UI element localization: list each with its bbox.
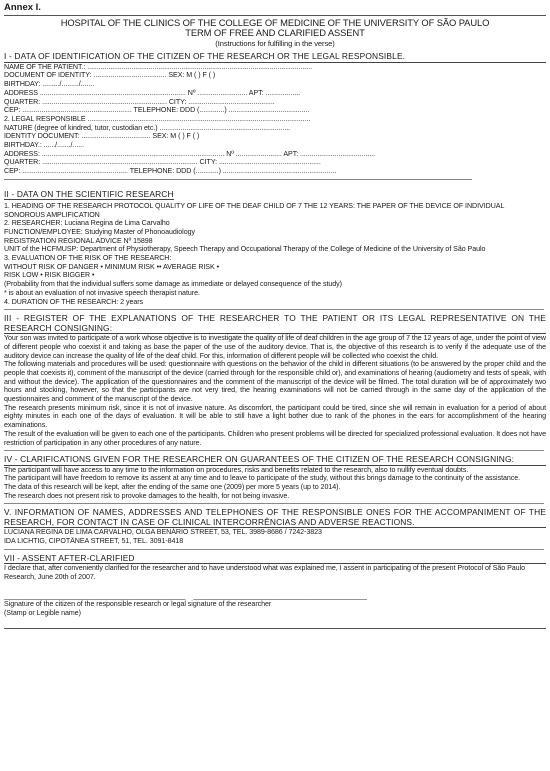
- guarantee-paragraph: The participant will have access to any time to the information on procedures, risks and benefits related to the research, also to nullify eventual doubts.: [4, 465, 469, 474]
- identity-document-field[interactable]: DOCUMENT OF IDENTITY: ...................................... SEX: M ( ) F ( ): [4, 71, 216, 80]
- header-institution: HOSPITAL OF THE CLINICS OF THE COLLEGE OF MEDICINE OF THE UNIVERSITY OF SÃO PAULO: [60, 17, 490, 28]
- responsible-document-field[interactable]: IDENTITY DOCUMENT: .................................... SEX: M ( ) F ( ): [4, 132, 200, 141]
- quarter-field[interactable]: QUARTER: ................................................................. CITY: .............................................: [4, 97, 275, 106]
- nature-field[interactable]: NATURE (degree of kindred, tutor, custodian etc.) ....................................................................: [4, 123, 291, 132]
- explanation-paragraph: The following materials and procedures will be used: questionnaire with questions on the behavior of the child in different situations (to be answered by the proper child and the people that coexists it), comment of the manuscript of the device (carried through for the responsible child or), and examinations of hearing (audiometry and tests of speak, with and without the device). The application of the questionnaires and the comment of the manuscript of the device will be filmed. The total duration will be of approximately two hours and stocking, however, so that the participants are not very tired, the hearing examinations will not be carried through in the same day of the application of the questionnaires and comment of the manuscript of the device.: [4, 360, 546, 404]
- explanation-paragraph: Your son was invited to participate of a work whose objective is to investigate the quality of life of deaf children in the age group of 7 the 12 years of age, under the point of view of different people who coexist it and taking as base the paper of the use of the auditory device. That is, the objective of this research is to verify if the adequate use of the auditory device can increase the quality of life of the deaf child. For this, information of different people will be collected who coexist the child.: [4, 334, 546, 360]
- contact-line: IDA LICHTIG, CIPOTÂNEA STREET, 51, TEL. 3091-8418: [4, 536, 184, 545]
- section-divider: [4, 309, 544, 310]
- researcher-line: 2. RESEARCHER: Luciana Regina de Lima Carvalho: [4, 219, 170, 228]
- form-header: [4, 18, 546, 48]
- guarantee-paragraph: The research does not present risk to provoke damages to the health, for not being invasive.: [4, 491, 290, 500]
- section-guarantees: [4, 455, 546, 504]
- risk-evaluation-line: 3. EVALUATION OF THE RISK OF THE RESEARCH:: [4, 254, 172, 263]
- section-contacts-title: V. INFORMATION OF NAMES, ADDRESSES AND TELEPHONES OF THE RESPONSIBLE ONES FOR THE ACCOMPANIMENT OF THE RESEARCH, FOR CONTACT IN CASE OF CLINICAL INTERCORRÊNCIAS AND ADVERSE REACTIONS.: [4, 507, 546, 527]
- function-line: FUNCTION/EMPLOYEE: Studying Master of Phonoaudiology: [4, 227, 195, 236]
- patient-name-field[interactable]: NAME OF THE PATIENT.: .....................................................................................................................: [4, 62, 312, 71]
- section-assent: [4, 554, 546, 582]
- research-heading: 1. HEADING OF THE RESEARCH PROTOCOL QUALITY OF LIFE OF THE DEAF CHILD OF 7 THE 12 YEARS: THE PAPER OF THE DEVICE OF INDIVIDUAL SONOROUS AMPLIFICATION: [4, 201, 505, 219]
- signature-caption: Signature of the citizen of the responsible research or legal signature of the researcher: [4, 600, 272, 609]
- birthday-field[interactable]: BIRTHDAY: ........./........./.......: [4, 80, 95, 89]
- top-divider: [4, 15, 546, 16]
- section-divider: [4, 503, 544, 504]
- explanation-paragraph: The result of the evaluation will be given to each one of the participants. Children who present problems will be directed for specialized professional evaluation. It does not have restriction of participation in any other procedures of any nature.: [4, 429, 546, 447]
- responsible-address-field[interactable]: ADDRESS: ............................................................................................... Nº ........................ APT: .......................................: [4, 149, 375, 158]
- evaluation-note: * is about an evaluation of not invasive speech therapist nature.: [4, 288, 200, 297]
- bottom-divider: [4, 628, 546, 629]
- section-explanations-title: III - REGISTER OF THE EXPLANATIONS OF THE RESEARCHER TO THE PATIENT OR ITS LEGAL REPRESENTATIVE ON THE RESEARCH CONSIGNING:: [4, 313, 546, 333]
- probability-note: (Probability from that the individual suffers some damage as immediate or delayed consequence of the study): [4, 280, 342, 289]
- section-identification: [4, 52, 546, 180]
- header-term-title: TERM OF FREE AND CLARIFIED ASSENT: [185, 27, 365, 39]
- section-identification-title: I - DATA OF IDENTIFICATION OF THE CITIZEN OF THE RESEARCH OR THE LEGAL RESPONSIBLE.: [4, 52, 546, 62]
- signature-line-citizen[interactable]: ______________________________________________: [4, 591, 186, 600]
- guarantee-paragraph: The participant will have freedom to remove its assent at any time and to leave to participate of the study, without this brings damage to the continuity of the assistance.: [4, 474, 521, 483]
- risk-options-line: WITHOUT RISK OF DANGER • MINIMUM RISK •• AVERAGE RISK •: [4, 262, 220, 271]
- guarantee-paragraph: The data of this research will be kept, after the ending of the same one (2009) per more 5 years (up to 2014).: [4, 483, 341, 492]
- address-field[interactable]: ADDRESS ............................................................................ Nº .......................... APT: ..................: [4, 88, 301, 97]
- assent-date: Research, June 20th of 2007.: [4, 572, 96, 581]
- section-assent-title: VII - ASSENT AFTER-CLARIFIED: [4, 554, 546, 564]
- section-contacts: [4, 508, 546, 549]
- section-divider: [4, 549, 544, 550]
- section-scientific-research-title: II - DATA ON THE SCIENTIFIC RESEARCH: [4, 188, 174, 199]
- identification-fields: [4, 63, 546, 176]
- section-divider: [4, 450, 544, 451]
- signature-note: (Stamp or Legible name): [4, 608, 81, 617]
- responsible-cep-field[interactable]: CEP: ....................................................... TELEPHONE: DDD (............) ...........................................................: [4, 167, 337, 176]
- section-scientific-research: [4, 184, 546, 310]
- responsible-birthday-field[interactable]: BIRTHDAY.: ....../......./......: [4, 141, 84, 150]
- signature-lines: [4, 592, 546, 601]
- unit-line: UNIT of the HCFMUSP: Department of Physiotherapy, Speech Therapy and Occupational Therapy of the College of Medicine of the University of São Paulo: [4, 245, 486, 254]
- annex-label: Annex I.: [4, 2, 41, 13]
- assent-declaration: I declare that, after conveniently clarified for the researcher and to have understood what was explained me, I assent in participating of the present Protocol of São Paulo: [4, 564, 525, 573]
- registration-line: REGISTRATION REGIONAL ADVICE Nº 15898: [4, 236, 153, 245]
- contact-line: LUCIANA REGINA DE LIMA CARVALHO, OLGA BENÁRIO STREET, 53, TEL. 3989-8686 / 7242-3823: [4, 528, 322, 537]
- section-guarantees-title: IV - CLARIFICATIONS GIVEN FOR THE RESEARCHER ON GUARANTEES OF THE CITIZEN OF THE RESEARCH CONSIGNING:: [4, 455, 546, 465]
- section-divider: [4, 179, 472, 180]
- cep-telephone-field[interactable]: CEP: ......................................................... TELEPHONE: DDD (.............) ..........................................: [4, 106, 310, 115]
- risk-options-line-2: RISK LOW • RISK BIGGER •: [4, 271, 95, 280]
- header-instructions: (Instructions for fulfilling in the verse): [215, 38, 335, 48]
- section-explanations: [4, 314, 546, 451]
- legal-responsible-field[interactable]: 2. LEGAL RESPONSIBLE ....................................................................................................................: [4, 114, 311, 123]
- duration-line: 4. DURATION OF THE RESEARCH: 2 years: [4, 297, 144, 306]
- responsible-quarter-field[interactable]: QUARTER: ................................................................................. CITY: .....................................................: [4, 158, 321, 167]
- explanation-paragraph: The research presents minimum risk, since it is not of invasive nature. As discomfort, the participant could be tired, since she will remain in evaluation for a period of about eighty minutes in each one of the days of evaluation. It will be able to still have a light bother due to rank of the phones in the ears for accomplishment of the hearing examinations.: [4, 403, 546, 430]
- signature-line-researcher[interactable]: ____________________________________________: [193, 591, 367, 600]
